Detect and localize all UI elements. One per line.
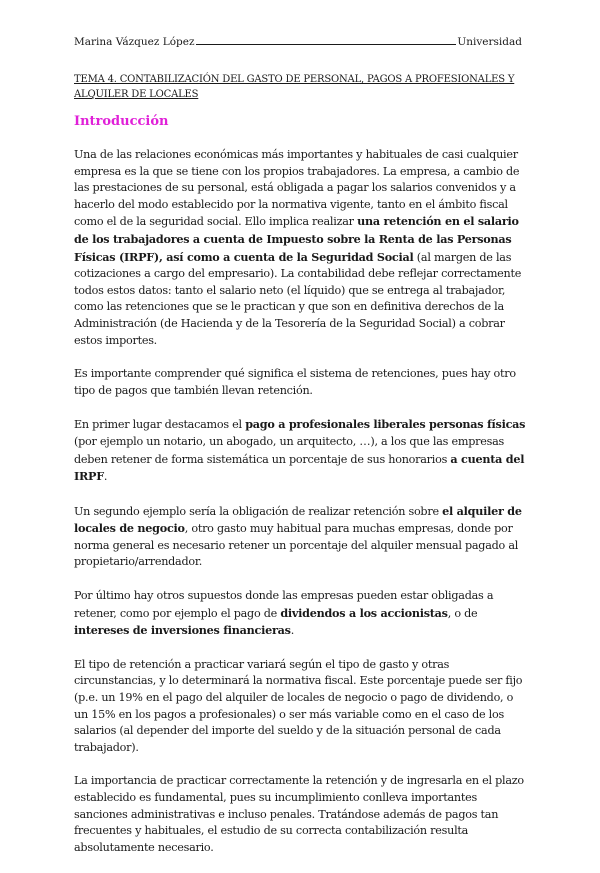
p4-bold: el alquiler de locales de negocio: [74, 503, 522, 536]
header-author: Marina Vázquez López: [74, 36, 195, 48]
p5-text-a: Por último hay otros supuestos donde las empresas pueden estar obligadas a retener, como por ejemplo el pago de: [74, 589, 494, 620]
page-header: [74, 36, 522, 48]
p5-bold-1: dividendos a los accionistas: [280, 605, 448, 620]
paragraph-2: Es importante comprender qué significa el sistema de retenciones, pues hay otro tipo de pagos que también llevan retención.: [74, 367, 516, 397]
p3-bold-1: pago a profesionales liberales personas físicas: [245, 417, 526, 432]
p5-text-c: , o de: [447, 606, 478, 620]
p5-text-e: .: [290, 624, 294, 638]
p4-text-a: Un segundo ejemplo sería la obligación de realizar retención sobre: [74, 504, 443, 518]
p3-text-a: En primer lugar destacamos el: [74, 418, 246, 432]
p5-bold-2: intereses de inversiones financieras: [74, 623, 291, 638]
p3-bold-2: a cuenta del IRPF: [74, 451, 525, 484]
paragraph-6: El tipo de retención a practicar variará según el tipo de gasto y otras circunstancias, y lo determinará la normativa fiscal. Este porcentaje puede ser fijo (p.e. un 19% en el pago del alquiler de locales de negocio o pago de dividendo, o un 15% en los pagos a profesionales) o ser más variable como en el caso de los salarios (al depender del importe del sueldo y de la situación personal de cada trabajador).: [74, 657, 523, 754]
document-body: [74, 147, 528, 873]
p1-text-c: (al margen de las cotizaciones a cargo del empresario). La contabilidad debe reflejar correctamente todos estos datos: tanto el salario neto (el líquido) que se entrega al trabajador, como las retenciones que se le practican y que son en definitiva derechos de la Administración (de Hacienda y de la Tesorería de la Seguridad Social) a cobrar estos importes.: [74, 250, 522, 347]
header-rule: [196, 44, 457, 45]
p3-text-e: .: [103, 470, 108, 484]
paragraph-1: [74, 147, 528, 349]
paragraph-5: [74, 588, 528, 640]
topic-title: TEMA 4. CONTABILIZACIÓN DEL GASTO DE PERSONAL, PAGOS A PROFESIONALES Y ALQUILER DE LOCALES: [74, 74, 515, 100]
p1-text-a: Una de las relaciones económicas más importantes y habituales de casi cualquier empresa es la que se tiene con los propios trabajadores. La empresa, a cambio de las prestaciones de su personal, está obligada a pagar los salarios convenidos y a hacerlo del modo establecido por la normativa vigente, tanto en el ámbito fiscal como el de la seguridad social. Ello implica realizar: [74, 148, 520, 229]
paragraph-3: [74, 416, 528, 485]
section-heading: Introducción: [74, 114, 169, 129]
p4-text-c: , otro gasto muy habitual para muchas empresas, donde por norma general es necesario retener un porcentaje del alquiler mensual pagado al propietario/arrendador.: [74, 522, 519, 569]
header-institution: Universidad: [457, 36, 522, 48]
p1-bold: una retención en el salario de los trabajadores a cuenta de Impuesto sobre la Renta de las Personas Físicas (IRPF), así como a cuenta de la Seguridad Social: [74, 214, 519, 264]
paragraph-7: La importancia de practicar correctamente la retención y de ingresarla en el plazo establecido es fundamental, pues su incumplimiento conlleva importantes sanciones administrativas e incluso penales. Tratándose además de pagos tan frecuentes y habituales, el estudio de su correcta contabilización resulta absolutamente necesario.: [74, 774, 524, 854]
paragraph-4: [74, 503, 528, 571]
p3-text-c: (por ejemplo un notario, un abogado, un arquitecto, …), a los que las empresas deben retener de forma sistemática un porcentaje de sus honorarios: [74, 434, 504, 466]
